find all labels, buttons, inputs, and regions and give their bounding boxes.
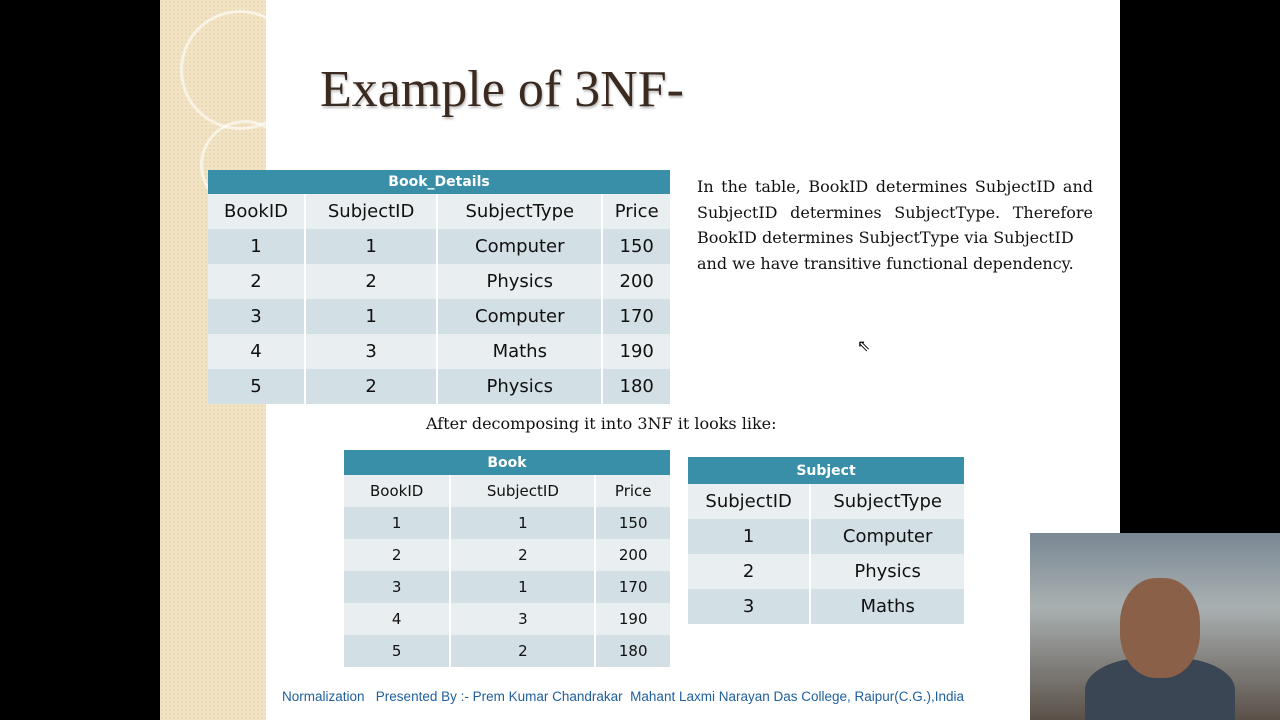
table-cell: 2 — [305, 369, 437, 404]
table-cell: Physics — [437, 369, 602, 404]
footer-topic: Normalization — [282, 689, 365, 704]
table-cell: 1 — [344, 507, 450, 539]
table-cell: 1 — [688, 519, 810, 554]
table-cell: 3 — [688, 589, 810, 624]
table-row — [208, 229, 671, 264]
table-row — [208, 264, 671, 299]
table-row — [344, 507, 671, 539]
table-cell: 1 — [450, 571, 595, 603]
table-header-row — [344, 475, 671, 507]
table-cell: 3 — [208, 299, 305, 334]
table-cell: Computer — [437, 299, 602, 334]
table-cell: 150 — [595, 507, 671, 539]
table-cell: 200 — [595, 539, 671, 571]
table-cell: 2 — [344, 539, 450, 571]
explanation-line: and we have transitive functional dependency. — [697, 253, 1074, 273]
slide — [160, 0, 1120, 720]
table-row — [688, 554, 965, 589]
table-caption: Book — [344, 450, 671, 475]
table-cell: 190 — [602, 334, 671, 369]
column-header: SubjectType — [810, 484, 965, 519]
table-cell: 2 — [450, 635, 595, 667]
column-header: BookID — [208, 194, 305, 229]
table-row — [344, 603, 671, 635]
table-header-row — [208, 194, 671, 229]
table-cell: 2 — [305, 264, 437, 299]
table-row — [208, 299, 671, 334]
slide-title: Example of 3NF- — [320, 61, 684, 118]
table-cell: Physics — [810, 554, 965, 589]
table-cell: 2 — [208, 264, 305, 299]
table-cell: 3 — [305, 334, 437, 369]
decor-circle — [180, 10, 300, 130]
table-cell: Physics — [437, 264, 602, 299]
table-cell: Computer — [437, 229, 602, 264]
table-cell: 180 — [602, 369, 671, 404]
table-row — [688, 519, 965, 554]
table-row — [208, 369, 671, 404]
column-header: BookID — [344, 475, 450, 507]
table-cell: 170 — [595, 571, 671, 603]
table-row — [344, 539, 671, 571]
table-header-row — [688, 484, 965, 519]
explanation-line: In the table, BookID determines SubjectID and SubjectID determines SubjectType. Therefore BookID determines SubjectType via SubjectID — [697, 177, 1093, 247]
column-header: SubjectID — [450, 475, 595, 507]
table-cell: 2 — [450, 539, 595, 571]
table-cell: 5 — [208, 369, 305, 404]
webcam-overlay — [1030, 533, 1280, 720]
table-cell: 1 — [208, 229, 305, 264]
slide-footer — [282, 689, 964, 704]
table-cell: 180 — [595, 635, 671, 667]
table-cell: 1 — [450, 507, 595, 539]
book-details-table — [208, 170, 672, 404]
column-header: Price — [595, 475, 671, 507]
decomposition-text: After decomposing it into 3NF it looks like: — [426, 414, 777, 433]
footer-presenter: Presented By :- Prem Kumar Chandrakar — [375, 689, 623, 704]
table-cell: 170 — [602, 299, 671, 334]
table-cell: 150 — [602, 229, 671, 264]
table-row — [208, 334, 671, 369]
table-cell: 3 — [344, 571, 450, 603]
table-cell: Computer — [810, 519, 965, 554]
table-cell: Maths — [810, 589, 965, 624]
table-cell: 3 — [450, 603, 595, 635]
table-cell: 2 — [688, 554, 810, 589]
table-cell: 190 — [595, 603, 671, 635]
mouse-cursor-icon: ⇖ — [857, 338, 871, 355]
table-cell: 200 — [602, 264, 671, 299]
table-row — [344, 571, 671, 603]
table-cell: 1 — [305, 299, 437, 334]
subject-table — [688, 457, 966, 624]
table-cell: 4 — [344, 603, 450, 635]
column-header: Price — [602, 194, 671, 229]
column-header: SubjectType — [437, 194, 602, 229]
explanation-text — [697, 174, 1093, 276]
table-cell: 1 — [305, 229, 437, 264]
presenter-head — [1120, 578, 1200, 678]
footer-college: Mahant Laxmi Narayan Das College, Raipur(C.G.),India — [630, 689, 965, 704]
table-cell: Maths — [437, 334, 602, 369]
table-caption: Subject — [688, 457, 965, 484]
table-cell: 4 — [208, 334, 305, 369]
column-header: SubjectID — [305, 194, 437, 229]
column-header: SubjectID — [688, 484, 810, 519]
table-cell: 5 — [344, 635, 450, 667]
table-caption: Book_Details — [208, 170, 671, 194]
table-row — [688, 589, 965, 624]
table-row — [344, 635, 671, 667]
book-table — [344, 450, 672, 667]
